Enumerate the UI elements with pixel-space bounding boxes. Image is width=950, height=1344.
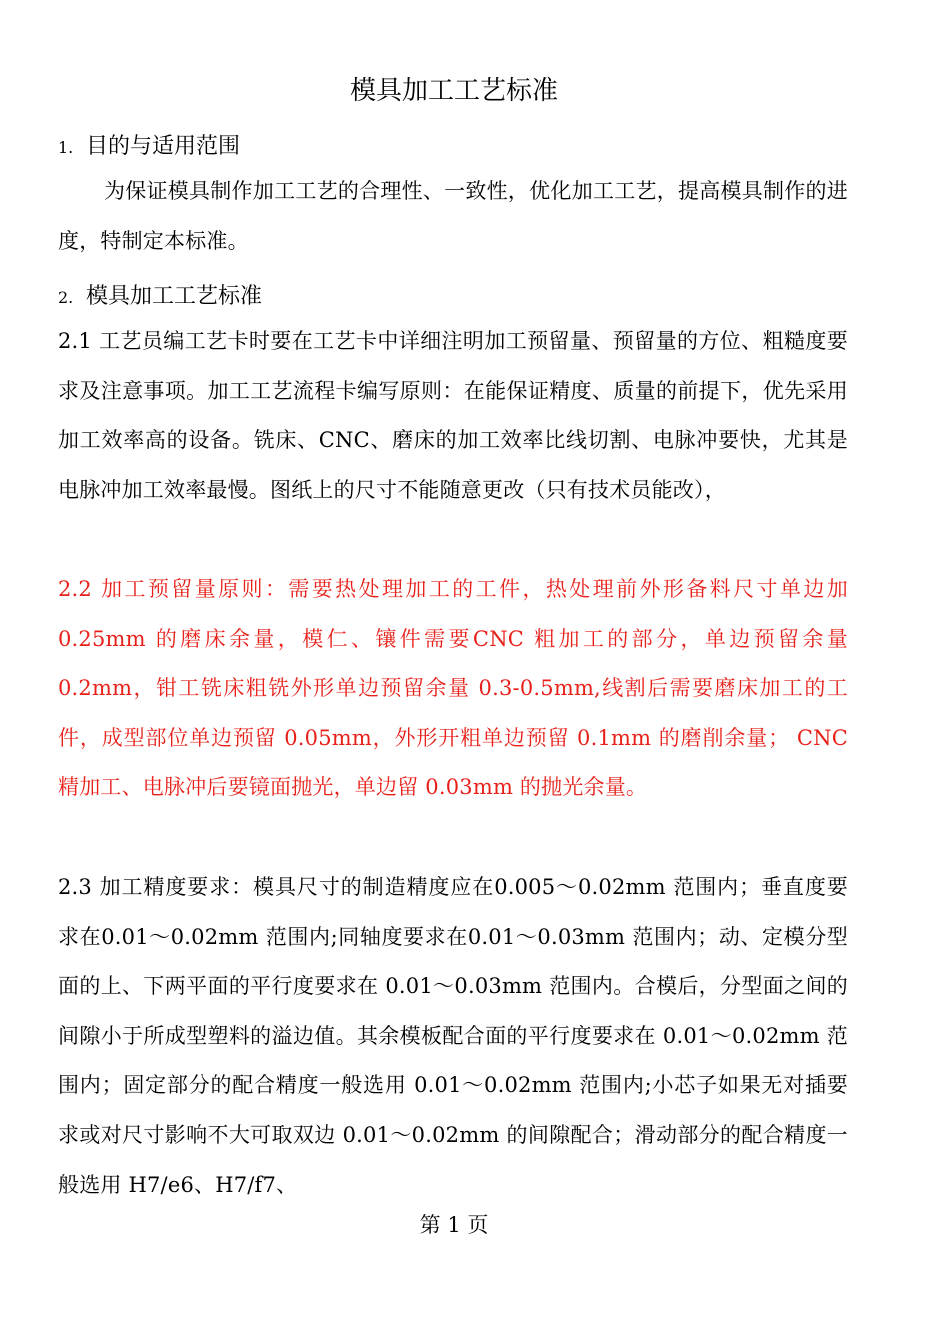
paragraph-2-3: 2.3 加工精度要求：模具尺寸的制造精度应在0.005～0.02mm 范围内；垂直度要求在0.01～0.02mm 范围内;同轴度要求在0.01～0.03mm 范围内；动、定模分型面的上、下两平面的平行度要求在 0.01～0.03mm 范围内。合模后，分型面之间的间隙小于所成型塑料的溢边值。其余模板配合面的平行度要求在 0.01～0.02mm 范围内；固定部分的配合精度一般选用 0.01～0.02mm 范围内;小芯子如果无对插要求或对尺寸影响不大可取双边 0.01～0.02mm 的间隙配合；滑动部分的配合精度一般选用 H7/e6、H7/f7、 [58,875,848,1197]
section-2-heading [58,282,262,313]
section-1-title: 目的与适用范围 [86,134,241,159]
paragraph-2-2: 2.2 加工预留量原则：需要热处理加工的工件，热处理前外形备料尺寸单边加 0.25mm 的磨床余量，模仁、镶件需要CNC 粗加工的部分，单边预留余量 0.2mm，钳工铣床粗铣外形单边预留余量 0.3-0.5mm,线割后需要磨床加工的工件，成型部位单边预留 0.05mm，外形开粗单边预留 0.1mm 的磨削余量； CNC 精加工、电脉冲后要镜面抛光，单边留 0.03mm 的抛光余量。 [58,577,848,800]
section-2-title: 模具加工工艺标准 [86,284,263,309]
paragraph-2-1: 2.1 工艺员编工艺卡时要在工艺卡中详细注明加工预留量、预留量的方位、粗糙度要求及注意事项。加工工艺流程卡编写原则：在能保证精度、质量的前提下，优先采用加工效率高的设备。铣床、CNC、磨床的加工效率比线切割、电脉冲要快，尤其是电脉冲加工效率最慢。图纸上的尺寸不能随意更改（只有技术员能改）， [58,329,848,502]
section-1-body: 为保证模具制作加工工艺的合理性、一致性，优化加工工艺，提高模具制作的进度，特制定本标准。 [58,179,848,253]
section-1-number: 1. [58,138,74,157]
page-number-footer: 第 1 页 [419,1213,489,1237]
section-2-number: 2. [58,288,74,307]
page-title: 模具加工工艺标准 [349,76,558,106]
section-1-heading [58,132,240,163]
